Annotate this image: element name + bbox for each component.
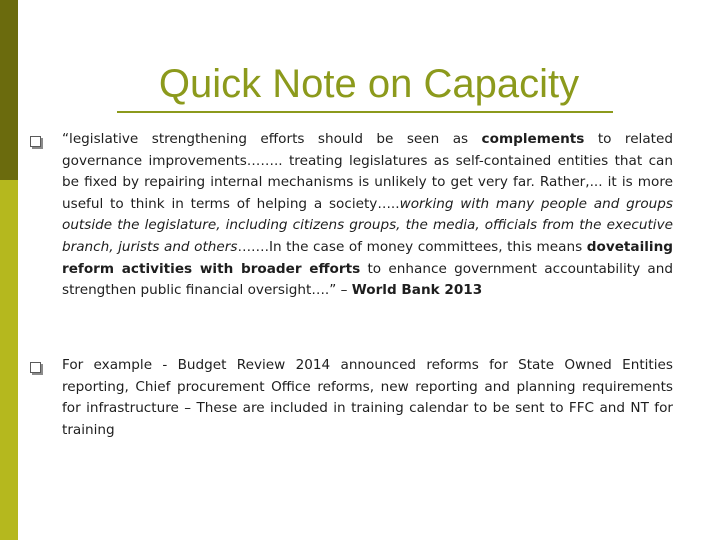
bullet-text-2 xyxy=(62,355,673,445)
text-segment: “legislative strengthening efforts should be seen as xyxy=(62,131,482,147)
checkbox-bullet-icon xyxy=(30,362,41,373)
text-segment: World Bank 2013 xyxy=(351,282,483,299)
text-segment: to related governance improvements…….. treating legislatures as self-contained entities that can be fixed by repairing internal mechanisms is unlikely to get very far. Rather,... it is more useful to think in terms of helping a society….. xyxy=(62,131,673,212)
bullet-text-1 xyxy=(62,129,673,324)
text-segment: dovetailing reform activities with broader efforts xyxy=(62,238,673,277)
checkbox-bullet-icon xyxy=(30,136,41,147)
sidebar-accent-dark xyxy=(0,0,18,180)
slide-title: Quick Note on Capacity xyxy=(158,62,580,106)
text-segment: to enhance government accountability and strengthen public financial oversight….” – xyxy=(62,260,673,299)
text-segment: complements xyxy=(481,131,585,147)
text-segment: For example - Budget Review 2014 announced reforms for State Owned Entities reporting, Chief procurement Office reforms, new reporting and planning requirements for infrastructure – These are included in training calendar to be sent to FFC and NT for training xyxy=(62,357,673,438)
sidebar-accent-light xyxy=(0,180,18,540)
text-segment: …….In the case of money committees, this means xyxy=(237,238,587,255)
text-segment: working with many people and groups outside the legislature, including citizens groups, the media, officials from the executive branch, jurists and others xyxy=(62,195,674,255)
title-underline xyxy=(117,111,613,113)
